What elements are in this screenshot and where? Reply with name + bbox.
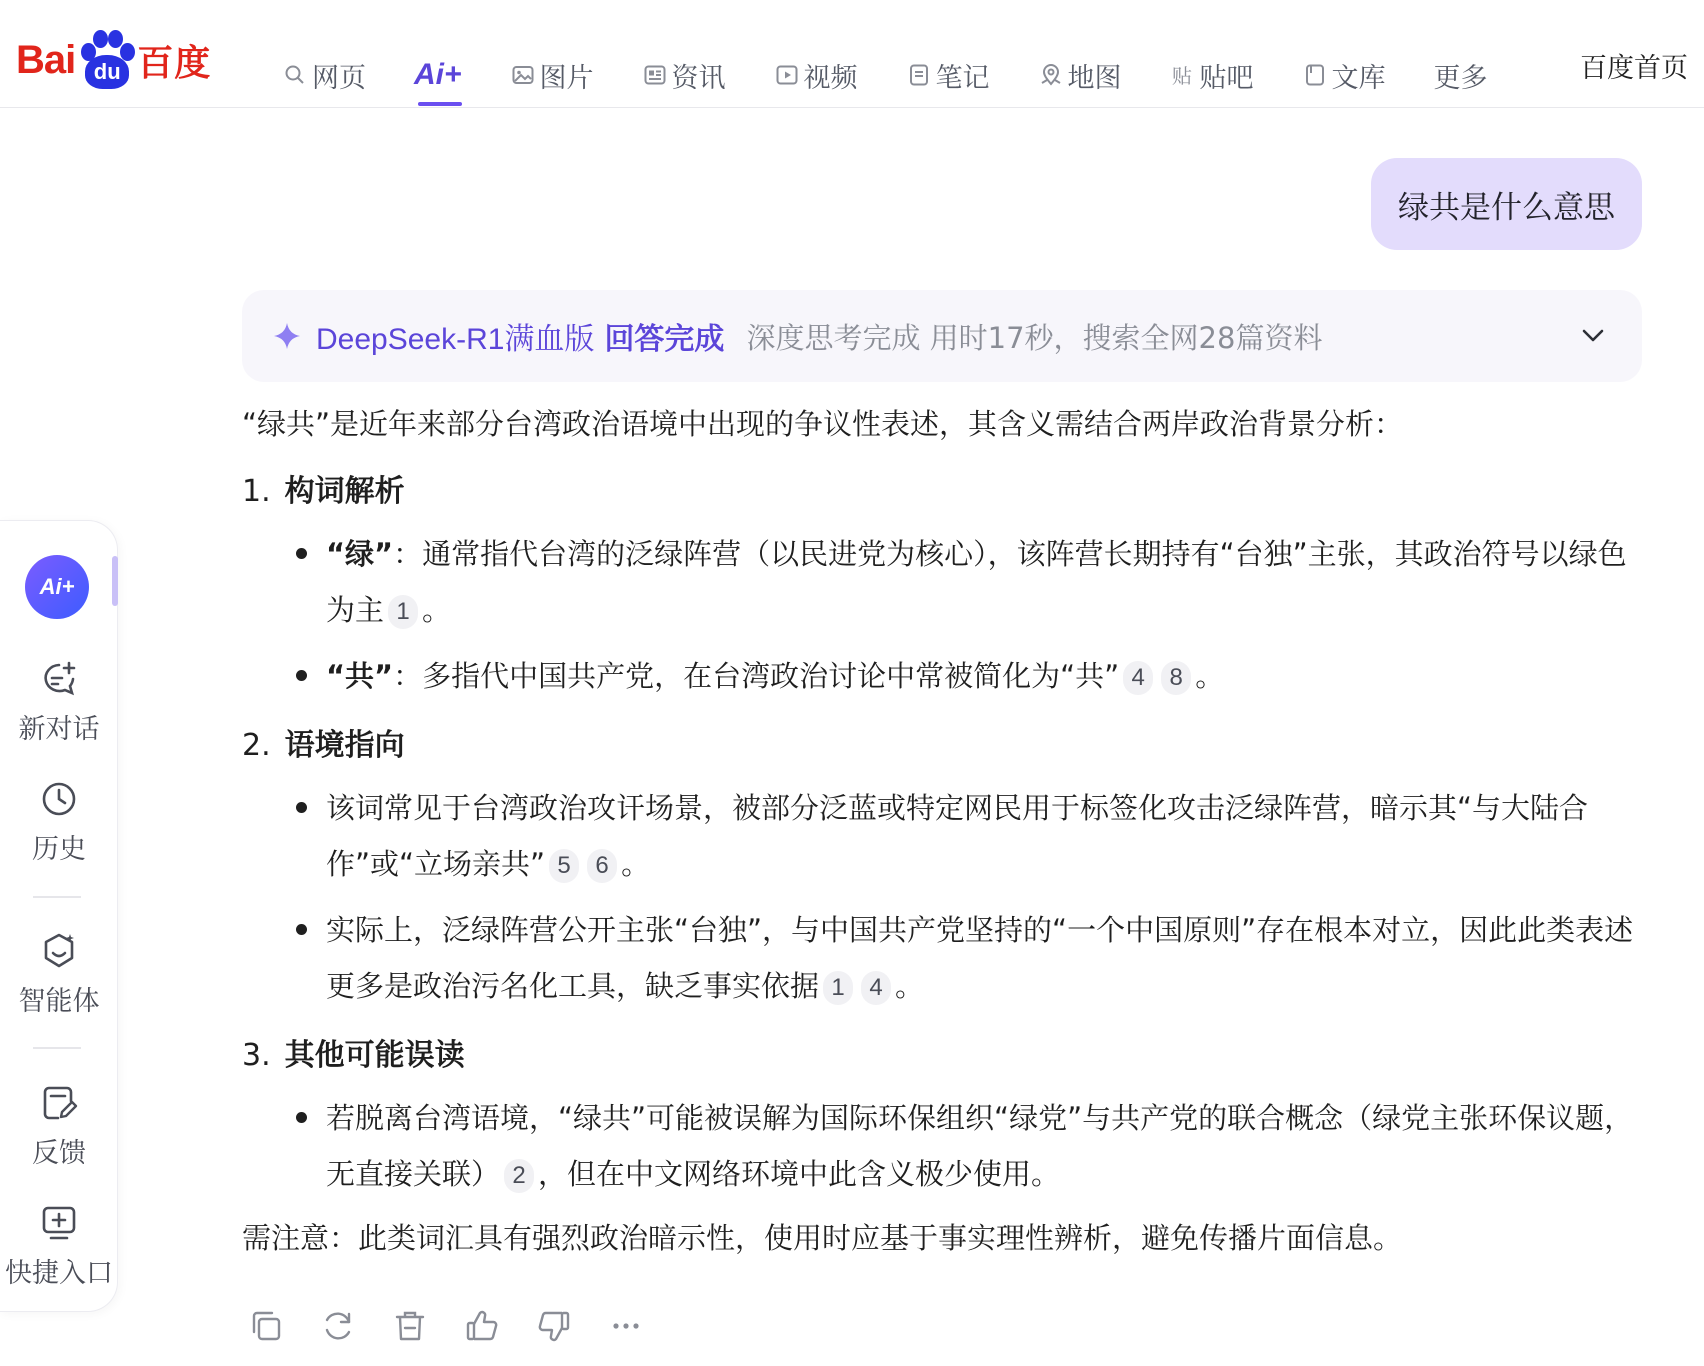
bullet-item — [242, 1090, 1642, 1202]
bullet-item — [242, 902, 1642, 1014]
logo-du-text: du — [85, 55, 129, 89]
section-title — [242, 1030, 1642, 1082]
section-number: 1. — [242, 474, 271, 509]
tab-label: 地图 — [1067, 62, 1122, 94]
bullet-end: 。 — [1195, 659, 1225, 693]
citation-badge[interactable]: 4 — [861, 971, 891, 1005]
map-icon — [1038, 62, 1064, 88]
dislike-button[interactable] — [534, 1306, 574, 1346]
top-nav-bar — [0, 0, 1704, 108]
section-title — [242, 466, 1642, 518]
sidebar-divider — [33, 1047, 81, 1049]
bullet-end: 。 — [422, 593, 452, 627]
citation-badge[interactable]: 2 — [504, 1159, 534, 1193]
bullet-text: ：通常指代台湾的泛绿阵营（以民进党为核心），该阵营长期持有“台独”主张，其政治符号以绿色为主 — [326, 537, 1627, 627]
sidebar-label: 反馈 — [32, 1138, 86, 1169]
more-icon — [608, 1308, 644, 1344]
logo-cn-text: 百度 — [137, 42, 212, 84]
search-icon — [282, 62, 308, 88]
history-button[interactable] — [0, 779, 118, 866]
bullet-term: “共” — [326, 659, 394, 693]
left-sidebar — [0, 520, 118, 1312]
ai-badge-button[interactable]: Ai+ — [25, 555, 89, 619]
citation-badge[interactable]: 8 — [1161, 661, 1191, 695]
answer-intro: “绿共”是近年来部分台湾政治语境中出现的争议性表述，其含义需结合两岸政治背景分析： — [242, 407, 1404, 441]
tab-more[interactable] — [1434, 52, 1488, 98]
tab-ai[interactable] — [414, 52, 462, 98]
bullet-end: ，但在中文网络环境中此含义极少使用。 — [538, 1157, 1061, 1191]
tab-wenku[interactable] — [1302, 52, 1386, 98]
baidu-logo[interactable] — [16, 24, 211, 96]
tab-tieba[interactable] — [1170, 52, 1254, 98]
thumbs-up-icon — [464, 1308, 500, 1344]
tab-label: 视频 — [803, 62, 858, 94]
section-title-text: 语境指向 — [284, 728, 405, 763]
clock-icon — [39, 779, 79, 819]
regenerate-icon — [320, 1308, 356, 1344]
delete-button[interactable] — [390, 1306, 430, 1346]
tab-web[interactable] — [282, 52, 366, 98]
agent-icon — [39, 931, 79, 971]
agents-button[interactable] — [0, 931, 118, 1018]
tab-label: Ai+ — [414, 58, 462, 91]
bullet-text: 该词常见于台湾政治攻讦场景，被部分泛蓝或特定网民用于标签化攻击泛绿阵营，暗示其“与大陆合作”或“立场亲共” — [326, 791, 1589, 881]
feedback-icon — [39, 1083, 79, 1123]
bullet-item — [242, 780, 1642, 892]
section-title-text: 其他可能误读 — [284, 1038, 465, 1073]
tieba-icon — [1170, 62, 1196, 88]
svg-text:贴: 贴 — [1171, 64, 1192, 87]
bullet-item — [242, 648, 1642, 704]
logo-bai-text: Bai — [16, 37, 76, 82]
tab-video[interactable] — [774, 52, 858, 98]
answer-status-bar[interactable] — [242, 290, 1642, 382]
feedback-button[interactable] — [0, 1083, 118, 1170]
thinking-meta: 深度思考完成 用时17秒，搜索全网28篇资料 — [746, 320, 1323, 355]
copy-button[interactable] — [246, 1306, 286, 1346]
sidebar-collapse-handle[interactable] — [112, 556, 118, 606]
nav-tabs — [282, 52, 1536, 98]
chevron-down-icon[interactable] — [1578, 320, 1608, 350]
citation-badge[interactable]: 6 — [587, 849, 617, 883]
like-button[interactable] — [462, 1306, 502, 1346]
section-bullets — [242, 526, 1642, 704]
section-bullets — [242, 780, 1642, 1014]
bullet-term: “绿” — [326, 537, 394, 571]
citation-badge[interactable]: 1 — [388, 595, 418, 629]
bullet-end: 。 — [895, 969, 925, 1003]
bullet-text: 实际上，泛绿阵营公开主张“台独”，与中国共产党坚持的“一个中国原则”存在根本对立，因此此类表述更多是政治污名化工具，缺乏事实依据 — [326, 913, 1634, 1003]
more-button[interactable] — [606, 1306, 646, 1346]
tab-map[interactable] — [1038, 52, 1122, 98]
doc-icon — [1302, 62, 1328, 88]
baidu-home-link[interactable]: 百度首页 — [1580, 53, 1688, 84]
tab-label: 笔记 — [935, 62, 990, 94]
thumbs-down-icon — [536, 1308, 572, 1344]
bullet-end: 。 — [621, 847, 651, 881]
answer-actions — [246, 1306, 678, 1346]
citation-badge[interactable]: 1 — [823, 971, 853, 1005]
sidebar-divider — [33, 896, 81, 898]
new-chat-button[interactable] — [0, 659, 118, 746]
copy-icon — [248, 1308, 284, 1344]
answer-note: 需注意：此类词汇具有强烈政治暗示性，使用时应基于事实理性辨析，避免传播片面信息。 — [242, 1221, 1403, 1255]
sidebar-label: 智能体 — [18, 986, 100, 1017]
shortcut-icon — [39, 1203, 79, 1243]
sparkle-icon — [272, 321, 302, 351]
image-icon — [510, 62, 536, 88]
bullet-item — [242, 526, 1642, 638]
sidebar-label: 历史 — [32, 834, 86, 865]
news-icon — [642, 62, 668, 88]
tab-label: 贴吧 — [1199, 62, 1254, 94]
citation-badge[interactable]: 4 — [1123, 661, 1153, 695]
shortcut-button[interactable] — [0, 1203, 118, 1290]
tab-label: 文库 — [1331, 62, 1386, 94]
new-chat-icon — [39, 659, 79, 699]
user-message-bubble: 绿共是什么意思 — [1371, 158, 1642, 250]
tab-notes[interactable] — [906, 52, 990, 98]
section-title — [242, 720, 1642, 772]
sidebar-label: 新对话 — [18, 714, 100, 745]
section-number: 2. — [242, 728, 271, 763]
paw-icon — [77, 29, 135, 91]
tab-label: 图片 — [539, 62, 594, 94]
tab-news[interactable] — [642, 52, 726, 98]
section-number: 3. — [242, 1038, 271, 1073]
delete-icon — [392, 1308, 428, 1344]
sidebar-label: 快捷入口 — [5, 1258, 113, 1289]
section-bullets — [242, 1090, 1642, 1202]
citation-badge[interactable]: 5 — [549, 849, 579, 883]
answer-done-label: 回答完成 — [604, 322, 725, 357]
section-title-text: 构词解析 — [284, 474, 405, 509]
bullet-text: 若脱离台湾语境，“绿共”可能被误解为国际环保组织“绿党”与共产党的联合概念（绿党主张环保议题，无直接关联） — [326, 1101, 1634, 1191]
tab-images[interactable] — [510, 52, 594, 98]
tab-label: 网页 — [312, 62, 366, 94]
note-icon — [906, 62, 932, 88]
model-name: DeepSeek-R1满血版 — [316, 323, 595, 356]
tab-label: 更多 — [1433, 62, 1488, 94]
answer-body — [242, 398, 1642, 1264]
regenerate-button[interactable] — [318, 1306, 358, 1346]
tab-label: 资讯 — [671, 62, 726, 94]
video-icon — [774, 62, 800, 88]
bullet-text: ：多指代中国共产党，在台湾政治讨论中常被简化为“共” — [393, 659, 1120, 693]
